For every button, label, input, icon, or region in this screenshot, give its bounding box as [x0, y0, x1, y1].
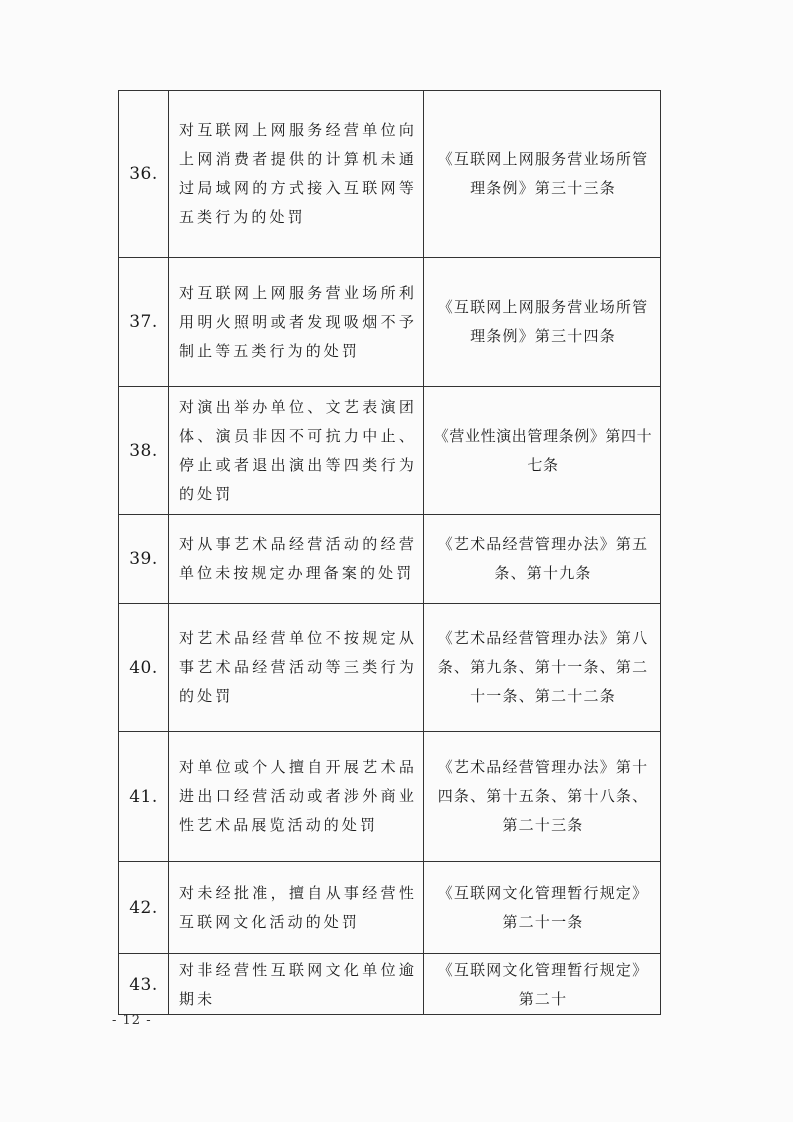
row-number: 38. [119, 387, 169, 515]
table-row [119, 604, 661, 732]
legal-basis: 《互联网文化管理暂行规定》第二十一条 [424, 862, 661, 954]
penalty-description: 对非经营性互联网文化单位逾期未 [169, 954, 424, 1015]
penalty-description: 对单位或个人擅自开展艺术品进出口经营活动或者涉外商业性艺术品展览活动的处罚 [169, 732, 424, 862]
penalty-description: 对互联网上网服务营业场所利用明火照明或者发现吸烟不予制止等五类行为的处罚 [169, 258, 424, 387]
row-number: 39. [119, 515, 169, 604]
page-number: - 12 - [112, 1013, 152, 1028]
legal-basis: 《艺术品经营管理办法》第五条、第十九条 [424, 515, 661, 604]
row-number: 36. [119, 91, 169, 258]
legal-basis: 《互联网上网服务营业场所管理条例》第三十四条 [424, 258, 661, 387]
legal-basis: 《艺术品经营管理办法》第八条、第九条、第十一条、第二十一条、第二十二条 [424, 604, 661, 732]
table-row [119, 954, 661, 1015]
penalty-description: 对未经批准，擅自从事经营性互联网文化活动的处罚 [169, 862, 424, 954]
penalty-description: 对演出举办单位、文艺表演团体、演员非因不可抗力中止、停止或者退出演出等四类行为的处罚 [169, 387, 424, 515]
table-row [119, 732, 661, 862]
penalty-description: 对互联网上网服务经营单位向上网消费者提供的计算机未通过局域网的方式接入互联网等五类行为的处罚 [169, 91, 424, 258]
table-row [119, 862, 661, 954]
penalty-description: 对从事艺术品经营活动的经营单位未按规定办理备案的处罚 [169, 515, 424, 604]
table-row [119, 91, 661, 258]
legal-basis: 《互联网文化管理暂行规定》第二十 [424, 954, 661, 1015]
penalty-table [118, 90, 661, 1015]
penalty-description: 对艺术品经营单位不按规定从事艺术品经营活动等三类行为的处罚 [169, 604, 424, 732]
table-row [119, 387, 661, 515]
legal-basis: 《营业性演出管理条例》第四十七条 [424, 387, 661, 515]
row-number: 40. [119, 604, 169, 732]
table-row [119, 258, 661, 387]
row-number: 37. [119, 258, 169, 387]
legal-basis: 《互联网上网服务营业场所管理条例》第三十三条 [424, 91, 661, 258]
row-number: 43. [119, 954, 169, 1015]
row-number: 41. [119, 732, 169, 862]
legal-basis: 《艺术品经营管理办法》第十四条、第十五条、第十八条、第二十三条 [424, 732, 661, 862]
table-row [119, 515, 661, 604]
row-number: 42. [119, 862, 169, 954]
